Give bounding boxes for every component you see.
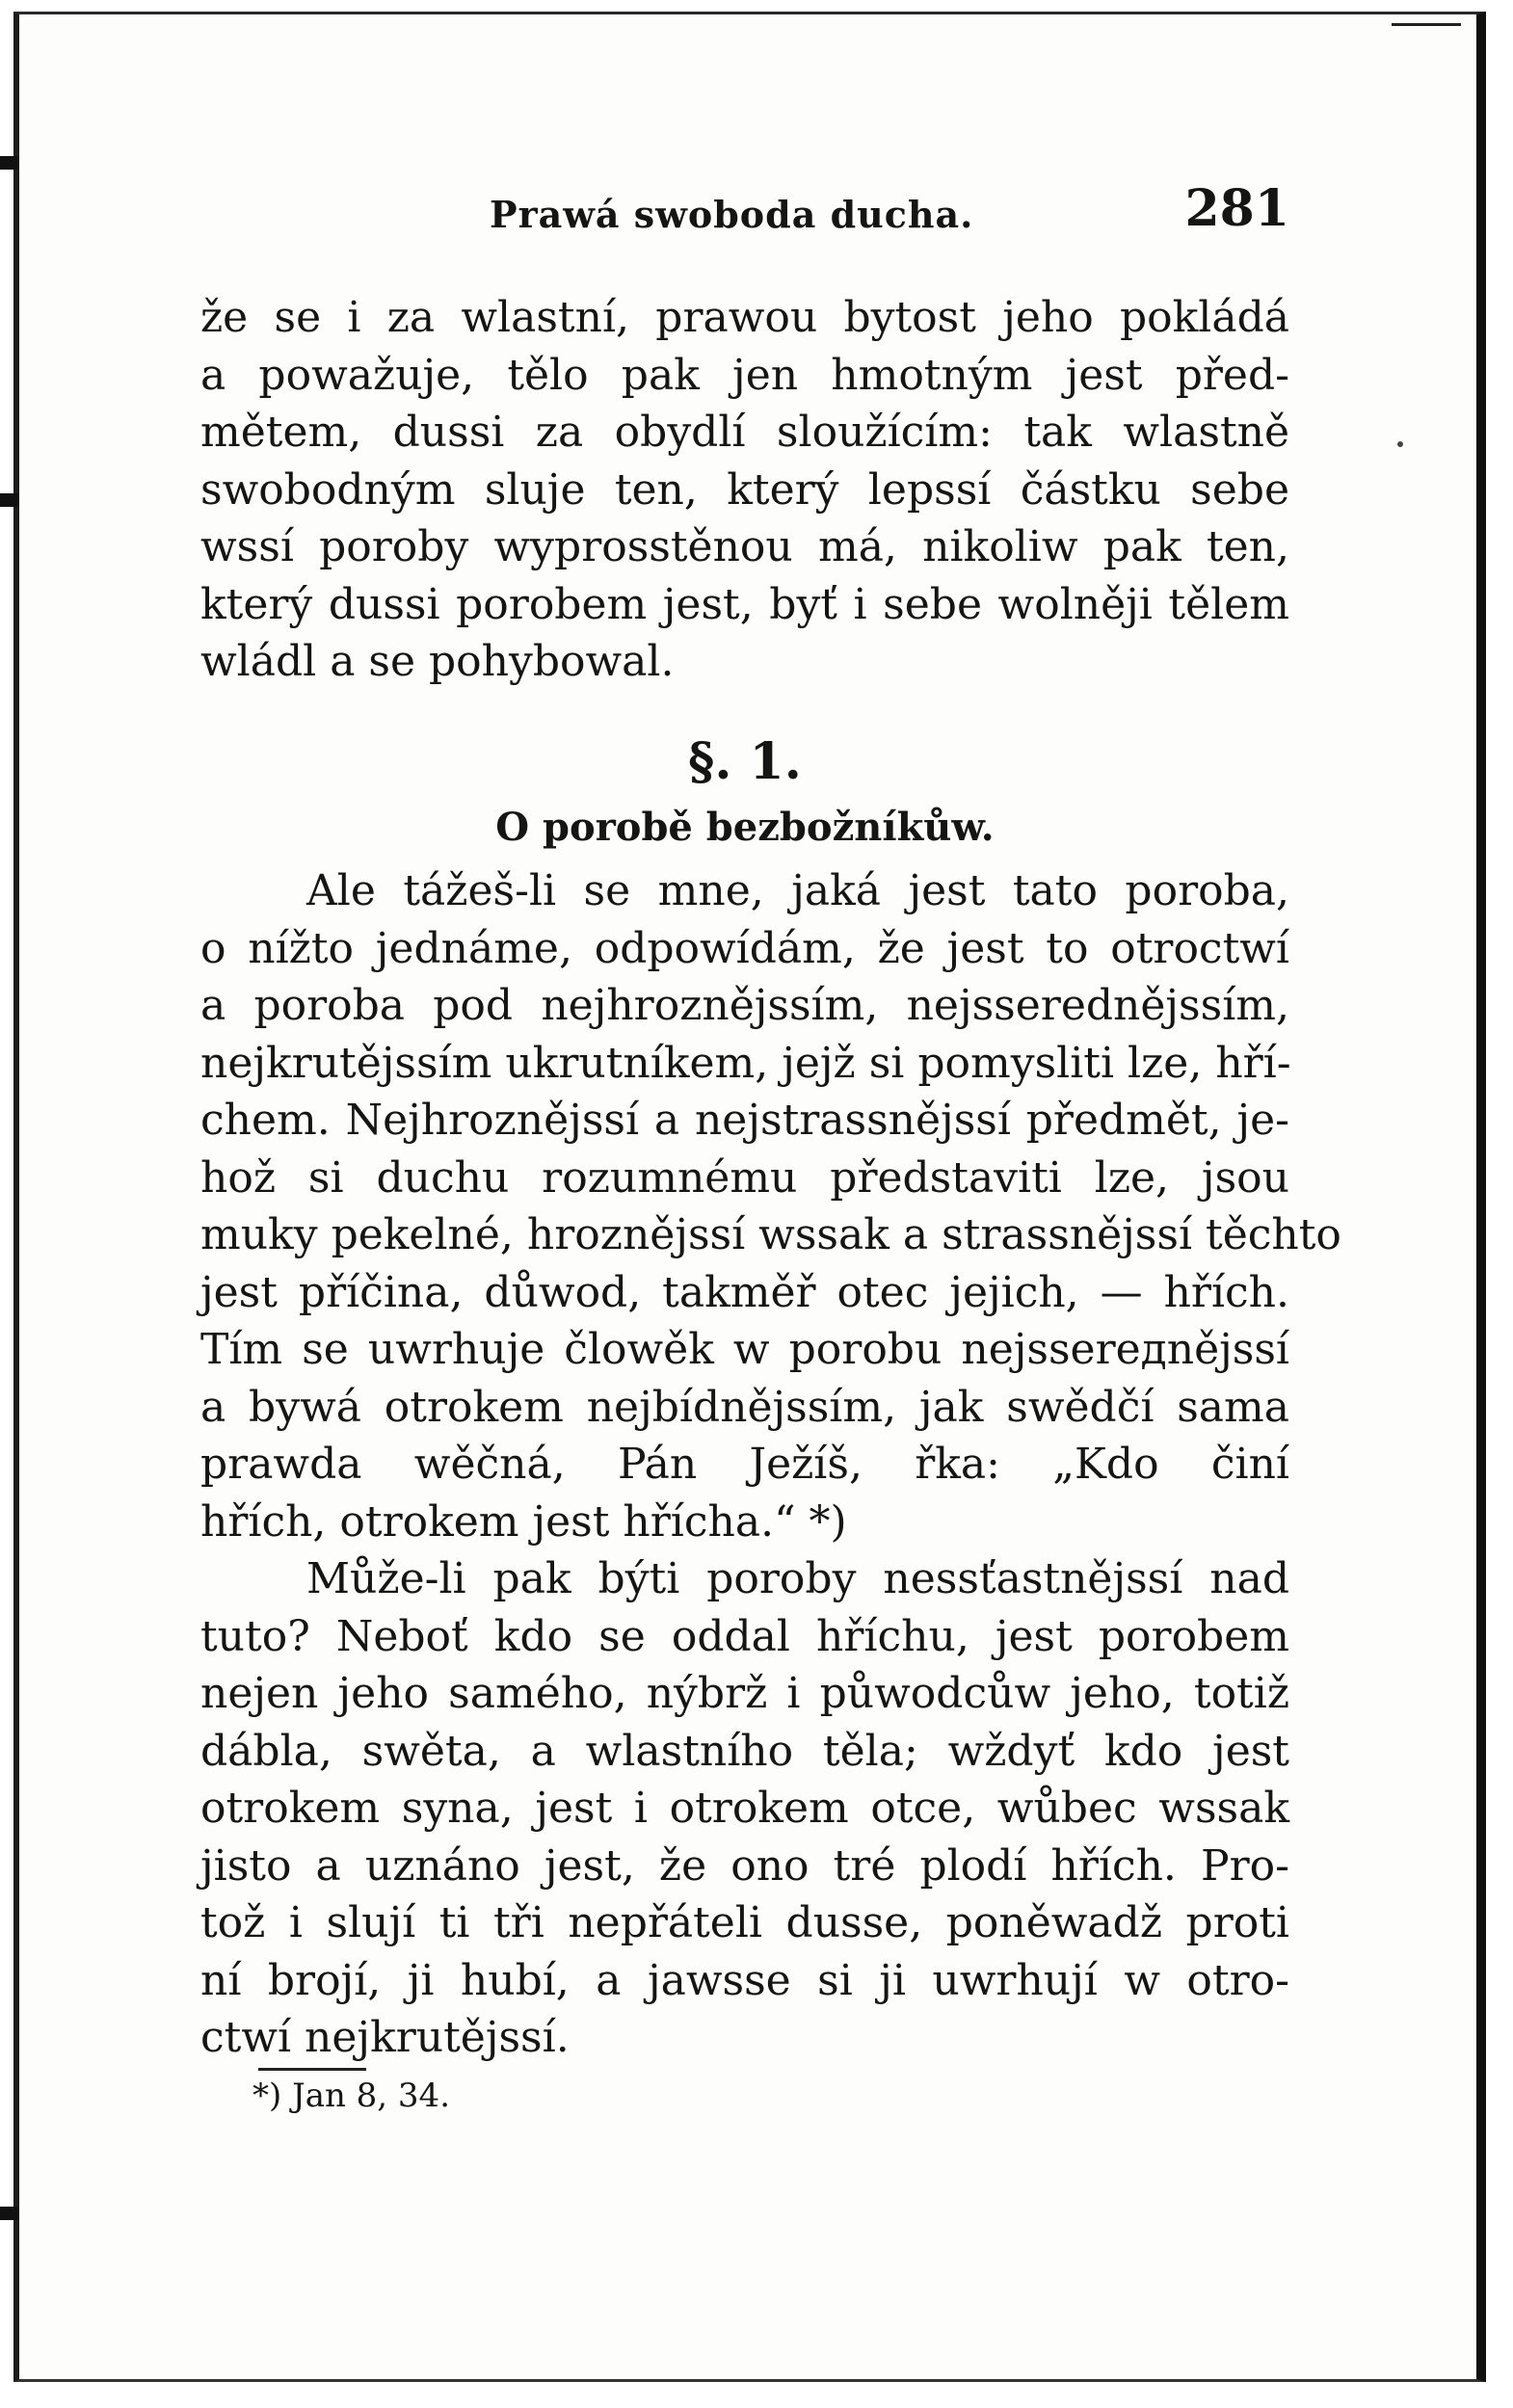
text-line: wládl a se pohybowal. <box>200 637 675 686</box>
text-line: a poroba pod nejhroznějssím, nejsseredněјssím, <box>200 981 1289 1030</box>
text-line: o nížto jednáme, odpowídám, že jest to otroctwí <box>200 923 1289 973</box>
section-title: O porobě bezbožníkůw. <box>495 805 995 850</box>
text-line: Ale tážeš-li se mne, jaká jest tato poroba, <box>306 866 1289 915</box>
text-line: wssí poroby wyprosstěnou má, nikoliw pak ten, <box>200 522 1289 571</box>
text-line: muky pekelné, hroznějssí wssak a strassnějssí těchto <box>200 1210 1341 1259</box>
text-line: který dussi porobem jest, byť i sebe wolněji tělem <box>200 579 1289 629</box>
text-line: Může-li pak býti poroby nessťastnějssí nad <box>306 1554 1289 1603</box>
paragraph-1 <box>200 289 1289 691</box>
text-line: dábla, swěta, a wlastního těla; wždyť kdo jest <box>200 1726 1289 1776</box>
text-line: prawda wěčná, Pán Ježíš, řka: „Kdo činí <box>200 1440 1289 1489</box>
text-line: tož i slují ti tři nepřátelі dusse, poněwadž proti <box>200 1898 1289 1947</box>
text-line: mětem, dussi za obydlí sloužícím: tak wlastně <box>200 408 1289 457</box>
page-number: 281 <box>1184 179 1289 238</box>
text-line: swobodným sluje ten, který lepssí částku sebe <box>200 464 1289 515</box>
binding-edge-mark <box>0 493 19 507</box>
binding-edge-mark <box>0 156 19 170</box>
text-line: nejen jeho samého, nýbrž i půwodcůw jeho, totiž <box>200 1669 1289 1718</box>
running-title: Prawá swoboda ducha. <box>490 193 974 236</box>
scan-artifact-dash <box>1392 23 1461 26</box>
text-line: jisto a uznáno jest, že ono tré plodí hřích. Pro- <box>200 1840 1289 1891</box>
scan-speck <box>1397 441 1403 447</box>
text-line: nejkrutějssím ukrutníkem, jejž si pomysliti lze, hří- <box>200 1038 1291 1088</box>
text-line: jest příčina, důwod, takměř otec jejich, — hřích. <box>200 1267 1289 1317</box>
footnote-rule <box>258 2068 366 2071</box>
text-line: hož si duchu rozumnému představiti lze, jsou <box>200 1152 1289 1203</box>
page-header <box>200 173 1289 241</box>
text-line: ní brojí, ji hubí, a jawsse si ji uwrhují w otro- <box>200 1955 1289 2005</box>
text-line: a bywá otrokem nejbídněјssím, jak swědčí sama <box>200 1382 1289 1432</box>
text-line: hřích, otrokem jest hřícha.“ *) <box>200 1496 847 1547</box>
text-line: otrokem syna, jest i otrokem otce, wůbec wssak <box>200 1784 1289 1833</box>
text-line: a powažuje, tělo pak jen hmotným jest před- <box>200 350 1289 400</box>
text-line: ctwí nejkrutějssí. <box>200 2013 570 2062</box>
text-line: že se i za wlastní, prawou bytost jeho pokládá <box>200 293 1289 342</box>
binding-edge-mark <box>0 2207 19 2220</box>
footnote: *) Jan 8, 34. <box>252 2077 450 2115</box>
text-line: Tím se uwrhuje člowěk w porobu nejssereдnějssí <box>200 1325 1289 1374</box>
text-line: tuto? Neboť kdo se oddal hříchu, jest porobem <box>200 1611 1289 1661</box>
section-number: §. 1. <box>688 732 802 791</box>
text-line: chem. Nejhroznějssí a nejstrassnějssí předmět, je- <box>200 1096 1289 1145</box>
paragraph-2-3 <box>200 862 1341 2067</box>
